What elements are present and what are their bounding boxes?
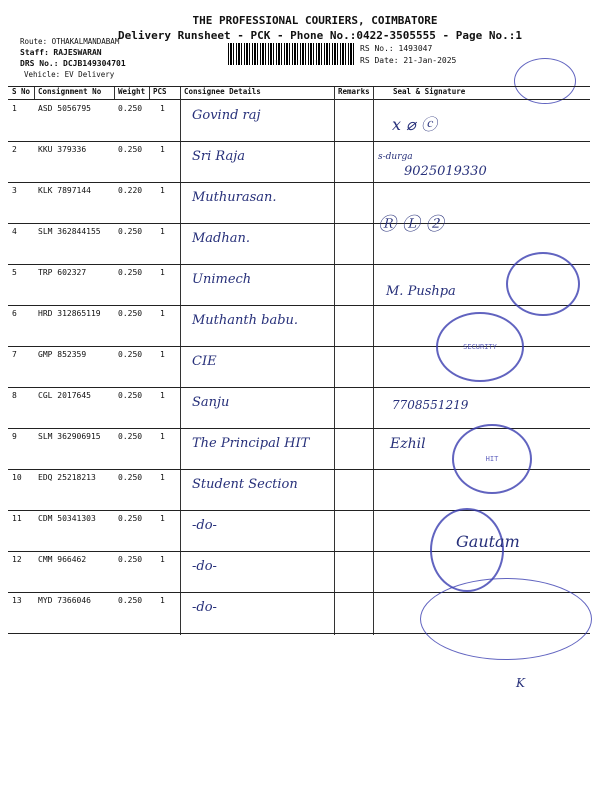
company-stamp-row5 (506, 252, 580, 316)
cell-consignee: Madhan. (192, 231, 251, 246)
cell-weight: 0.220 (118, 186, 143, 195)
cell-consignment: CDM 50341303 (38, 514, 96, 523)
cell-consignment: SLM 362906915 (38, 432, 101, 441)
cell-pcs: 1 (160, 391, 165, 400)
cell-weight: 0.250 (118, 309, 143, 318)
cell-weight: 0.250 (118, 350, 143, 359)
cell-sno: 8 (12, 391, 17, 400)
cell-consignment: GMP 852359 (38, 350, 87, 359)
col-sno: S No (12, 87, 31, 96)
cell-consignee: Student Section (192, 477, 298, 492)
cell-consignment: TRP 602327 (38, 268, 87, 277)
hit-stamp: HIT (452, 424, 532, 494)
cell-weight: 0.250 (118, 555, 143, 564)
cell-pcs: 1 (160, 555, 165, 564)
cell-consignment: CMM 966462 (38, 555, 87, 564)
rs-number: RS No.: 1493047 (360, 44, 433, 53)
cell-consignee: CIE (192, 354, 217, 369)
signature-row5: M. Pushpa (386, 284, 456, 299)
cell-weight: 0.250 (118, 268, 143, 277)
cell-consignee: Sanju (192, 395, 230, 410)
cell-sno: 2 (12, 145, 17, 154)
drs-line: DRS No.: DCJB149304701 (20, 59, 126, 68)
cell-consignment: KKU 379336 (38, 145, 87, 154)
signature-row3-4: Ⓡ Ⓛ ② (378, 214, 444, 235)
cell-sno: 10 (12, 473, 22, 482)
cell-consignee: Sri Raja (192, 149, 246, 164)
col-pcs: PCS (153, 87, 167, 96)
cell-weight: 0.250 (118, 514, 143, 523)
staff-line: Staff: RAJESWARAN (20, 48, 102, 57)
cell-consignment: KLK 7897144 (38, 186, 91, 195)
table-row (8, 182, 590, 224)
cell-consignee: -do- (192, 559, 217, 574)
vehicle-line: Vehicle: EV Delivery (24, 70, 115, 79)
cell-weight: 0.250 (118, 596, 143, 605)
signature-footer: K (516, 676, 525, 690)
rs-date: RS Date: 21-Jan-2025 (360, 56, 457, 65)
cell-consignment: HRD 312865119 (38, 309, 101, 318)
table-row (8, 223, 590, 265)
cell-sno: 12 (12, 555, 22, 564)
barcode (228, 43, 354, 65)
cell-consignment: ASD 5056795 (38, 104, 91, 113)
cell-sno: 13 (12, 596, 22, 605)
cell-weight: 0.250 (118, 145, 143, 154)
cell-sno: 3 (12, 186, 17, 195)
col-consignment: Consignment No (38, 87, 102, 96)
cell-weight: 0.250 (118, 104, 143, 113)
cell-pcs: 1 (160, 596, 165, 605)
route-line: Route: OTHAKALMANDABAM (20, 37, 120, 46)
signature-row8: 7708551219 (392, 398, 469, 412)
signature-row1: x ⌀ ⓒ (392, 115, 437, 134)
cell-pcs: 1 (160, 227, 165, 236)
cell-sno: 5 (12, 268, 17, 277)
cell-pcs: 1 (160, 186, 165, 195)
cell-consignment: EDQ 25218213 (38, 473, 96, 482)
col-weight: Weight (118, 87, 146, 96)
cell-sno: 11 (12, 514, 22, 523)
cell-pcs: 1 (160, 432, 165, 441)
cell-consignee: Muthanth babu. (192, 313, 299, 328)
col-seal: Seal & Signature (393, 87, 466, 96)
cell-pcs: 1 (160, 473, 165, 482)
runsheet-subtitle: Delivery Runsheet - PCK - Phone No.:0422-3505555 - Page No.:1 (118, 29, 522, 42)
cell-weight: 0.250 (118, 432, 143, 441)
cell-pcs: 1 (160, 145, 165, 154)
company-title: THE PROFESSIONAL COURIERS, COIMBATORE (192, 14, 438, 27)
cell-weight: 0.250 (118, 473, 143, 482)
cell-weight: 0.250 (118, 391, 143, 400)
security-stamp: SECURITY (436, 312, 524, 382)
cell-pcs: 1 (160, 350, 165, 359)
table-row (8, 264, 590, 306)
cell-sno: 1 (12, 104, 17, 113)
cell-consignment: CGL 2017645 (38, 391, 91, 400)
table-row (8, 100, 590, 142)
cell-pcs: 1 (160, 514, 165, 523)
cell-consignment: SLM 362844155 (38, 227, 101, 236)
signature-row2-phone: 9025019330 (404, 164, 487, 179)
cell-pcs: 1 (160, 268, 165, 277)
col-remarks: Remarks (338, 87, 370, 96)
col-consignee: Consignee Details (184, 87, 261, 96)
cell-consignee: -do- (192, 600, 217, 615)
cell-consignment: MYD 7366046 (38, 596, 91, 605)
cell-consignee: -do- (192, 518, 217, 533)
cell-sno: 9 (12, 432, 17, 441)
cell-sno: 6 (12, 309, 17, 318)
table-row (8, 141, 590, 183)
cell-pcs: 1 (160, 309, 165, 318)
table-row (8, 387, 590, 429)
cell-consignee: Muthurasan. (192, 190, 277, 205)
cell-consignee: Unimech (192, 272, 252, 287)
cell-consignee: Govind raj (192, 108, 261, 123)
cell-consignee: The Principal HIT (192, 436, 310, 451)
cell-weight: 0.250 (118, 227, 143, 236)
signature-row12: Gautam (456, 532, 520, 551)
signature-row2-name: s-durga (378, 152, 413, 162)
cell-sno: 7 (12, 350, 17, 359)
cell-pcs: 1 (160, 104, 165, 113)
signature-row9: Ezhil (390, 436, 426, 452)
cell-sno: 4 (12, 227, 17, 236)
faded-stamp-bottom (420, 578, 592, 660)
